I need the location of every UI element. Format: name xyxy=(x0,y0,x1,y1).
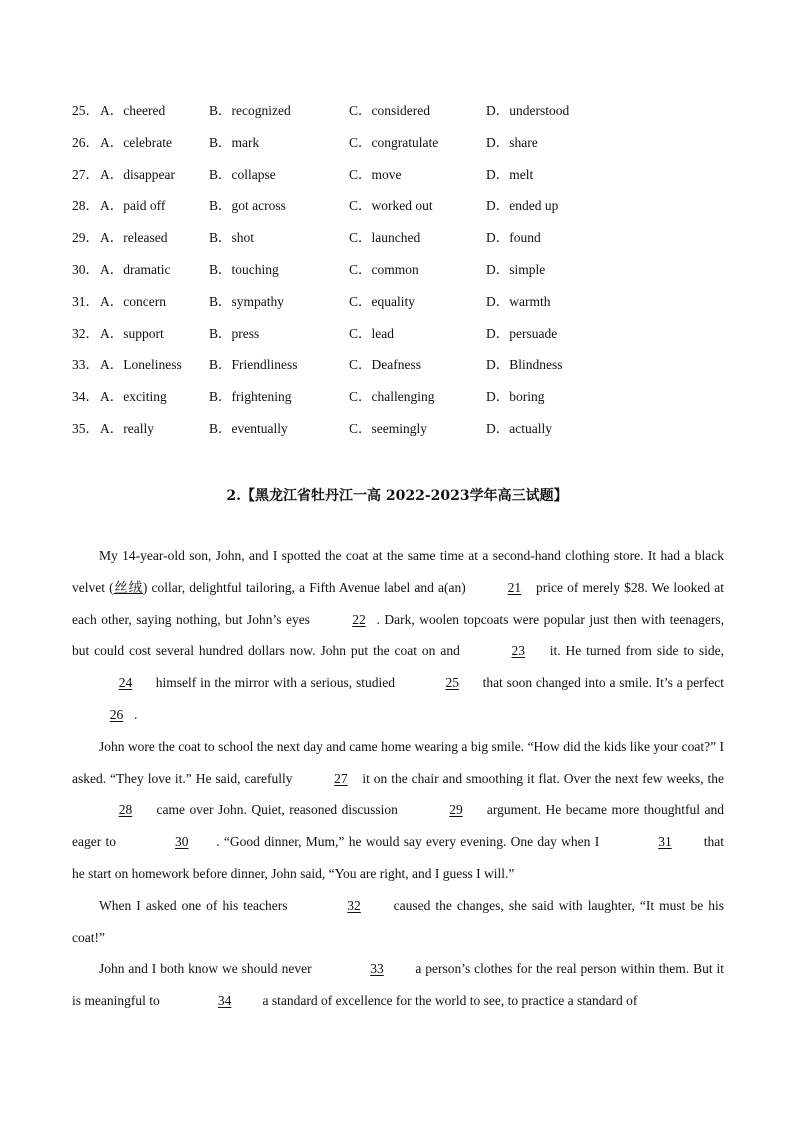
option-d: D．share xyxy=(486,134,538,150)
option-row-35 xyxy=(72,418,712,450)
option-a: A．celebrate xyxy=(100,134,172,150)
blank-26: 26 xyxy=(109,706,124,722)
option-d: D．melt xyxy=(486,166,534,182)
option-c: C．lead xyxy=(349,325,394,341)
blank-27: 27 xyxy=(334,770,348,786)
question-number: 35． xyxy=(72,420,99,436)
text: . xyxy=(134,706,138,722)
options-list xyxy=(72,100,712,450)
blank-29: 29 xyxy=(449,802,463,818)
option-d: D．actually xyxy=(486,420,552,436)
question-number: 33． xyxy=(72,357,99,373)
text: it on the chair and smoothing it flat. Over the next few weeks, the xyxy=(358,770,724,786)
option-a: A．support xyxy=(100,325,164,341)
option-b: B．touching xyxy=(209,261,279,277)
text: My 14-year-old son, John, and I spotted the coat at the same time at a second-hand clothing store. It had a black velvet ( xyxy=(72,548,724,595)
option-row-29 xyxy=(72,227,712,259)
blank-25: 25 xyxy=(445,675,460,691)
option-d: D．warmth xyxy=(486,293,551,309)
text: ) collar, delightful tailoring, a Fifth Avenue label and a(an) xyxy=(142,579,470,595)
option-c: C．launched xyxy=(349,230,421,246)
option-row-34 xyxy=(72,386,712,418)
option-b: B．got across xyxy=(209,198,286,214)
option-a: A．dramatic xyxy=(100,261,171,277)
option-d: D．Blindness xyxy=(486,357,563,373)
paragraph-3 xyxy=(72,890,724,954)
option-a: A．exciting xyxy=(100,389,167,405)
option-a: A．really xyxy=(100,420,154,436)
blank-30: 30 xyxy=(175,834,189,850)
section-heading: 2.【黑龙江省牡丹江一高 2022-2023学年高三试题】 xyxy=(226,488,568,504)
option-a: A．disappear xyxy=(100,166,175,182)
text: argument. He became more thoughtful and eager to xyxy=(72,802,724,850)
paragraph-2 xyxy=(72,731,724,890)
question-number: 31． xyxy=(72,293,99,309)
text: came over John. Quiet, reasoned discussion xyxy=(152,802,403,818)
paragraph-1 xyxy=(72,540,724,731)
option-a: A．Loneliness xyxy=(100,357,182,373)
text: price of merely $28. We looked at each other, saying nothing, but John’s eyes xyxy=(72,579,725,627)
text: . Dark, woolen topcoats were popular just then with teenagers, but could cost several hundred dollars now. John put the coat on and xyxy=(72,611,725,659)
text: When I asked one of his teachers xyxy=(99,897,293,913)
question-number: 26． xyxy=(72,134,99,150)
option-d: D．persuade xyxy=(486,325,558,341)
option-row-32 xyxy=(72,323,712,355)
cloze-passage xyxy=(72,540,724,1017)
question-number: 30． xyxy=(72,261,99,277)
text: John wore the coat to school the next day and came home wearing a big smile. “How did the kids like your coat?” I asked. “They love it.” He said, carefully xyxy=(72,738,724,786)
option-d: D．ended up xyxy=(486,198,559,214)
option-a: A．paid off xyxy=(100,198,166,214)
option-c: C．considered xyxy=(349,103,430,118)
option-b: B．sympathy xyxy=(209,293,285,309)
option-b: B．recognized xyxy=(209,103,291,118)
blank-24: 24 xyxy=(118,675,133,691)
option-a: A．released xyxy=(100,230,168,246)
text: that soon changed into a smile. It’s a perfect xyxy=(478,675,724,691)
option-c: C．move xyxy=(349,166,402,182)
text: caused the changes, she said with laughter, “It must be his coat!” xyxy=(72,897,724,945)
option-c: C．equality xyxy=(349,293,415,309)
text: it. He turned from side to side, xyxy=(544,643,724,659)
option-row-31 xyxy=(72,291,712,323)
option-b: B．mark xyxy=(209,134,260,150)
option-row-33 xyxy=(72,354,712,386)
blank-28: 28 xyxy=(118,802,133,818)
option-row-28 xyxy=(72,195,712,227)
text: himself in the mirror with a serious, studied xyxy=(152,675,399,691)
option-c: C．congratulate xyxy=(349,134,439,150)
option-d: D．found xyxy=(486,230,541,246)
question-number: 27． xyxy=(72,166,99,182)
blank-32: 32 xyxy=(347,897,361,913)
text: John and I both know we should never xyxy=(99,961,316,977)
option-b: B．Friendliness xyxy=(209,357,298,373)
option-d: D．simple xyxy=(486,261,546,277)
option-b: B．frightening xyxy=(209,389,292,405)
annotated-word: 丝绒 xyxy=(113,579,143,595)
option-b: B．shot xyxy=(209,230,255,246)
question-number: 34． xyxy=(72,389,99,405)
option-a: A．concern xyxy=(100,293,166,309)
option-row-30 xyxy=(72,259,712,291)
option-c: C．worked out xyxy=(349,198,433,214)
option-row-25 xyxy=(72,100,712,132)
text: . “Good dinner, Mum,” he would say every evening. One day when I xyxy=(216,834,604,850)
question-number: 29． xyxy=(72,230,99,246)
option-d: D．understood xyxy=(486,103,570,118)
question-number: 25． xyxy=(72,103,99,118)
option-b: B．collapse xyxy=(209,166,276,182)
text: a person’s clothes for the real person within them. But it is meaningful to xyxy=(72,961,724,1009)
option-d: D．boring xyxy=(486,389,545,405)
option-b: B．eventually xyxy=(209,420,288,436)
blank-31: 31 xyxy=(658,834,672,850)
blank-23: 23 xyxy=(511,643,526,659)
blank-33: 33 xyxy=(370,961,384,977)
blank-22: 22 xyxy=(352,611,366,627)
blank-21: 21 xyxy=(507,579,522,595)
option-c: C．Deafness xyxy=(349,357,421,373)
option-row-27 xyxy=(72,164,712,196)
option-c: C．challenging xyxy=(349,389,435,405)
option-b: B．press xyxy=(209,325,260,341)
paragraph-4 xyxy=(72,953,724,1017)
text: a standard of excellence for the world to see, to practice a standard of xyxy=(259,993,638,1009)
question-number: 32． xyxy=(72,325,99,341)
option-a: A．cheered xyxy=(100,103,166,118)
option-c: C．common xyxy=(349,261,419,277)
blank-34: 34 xyxy=(217,993,232,1009)
option-c: C．seemingly xyxy=(349,420,427,436)
question-number: 28． xyxy=(72,198,99,214)
text: that he start on homework before dinner, John said, “You are right, and I guess I will.” xyxy=(72,834,724,881)
option-row-26 xyxy=(72,132,712,164)
